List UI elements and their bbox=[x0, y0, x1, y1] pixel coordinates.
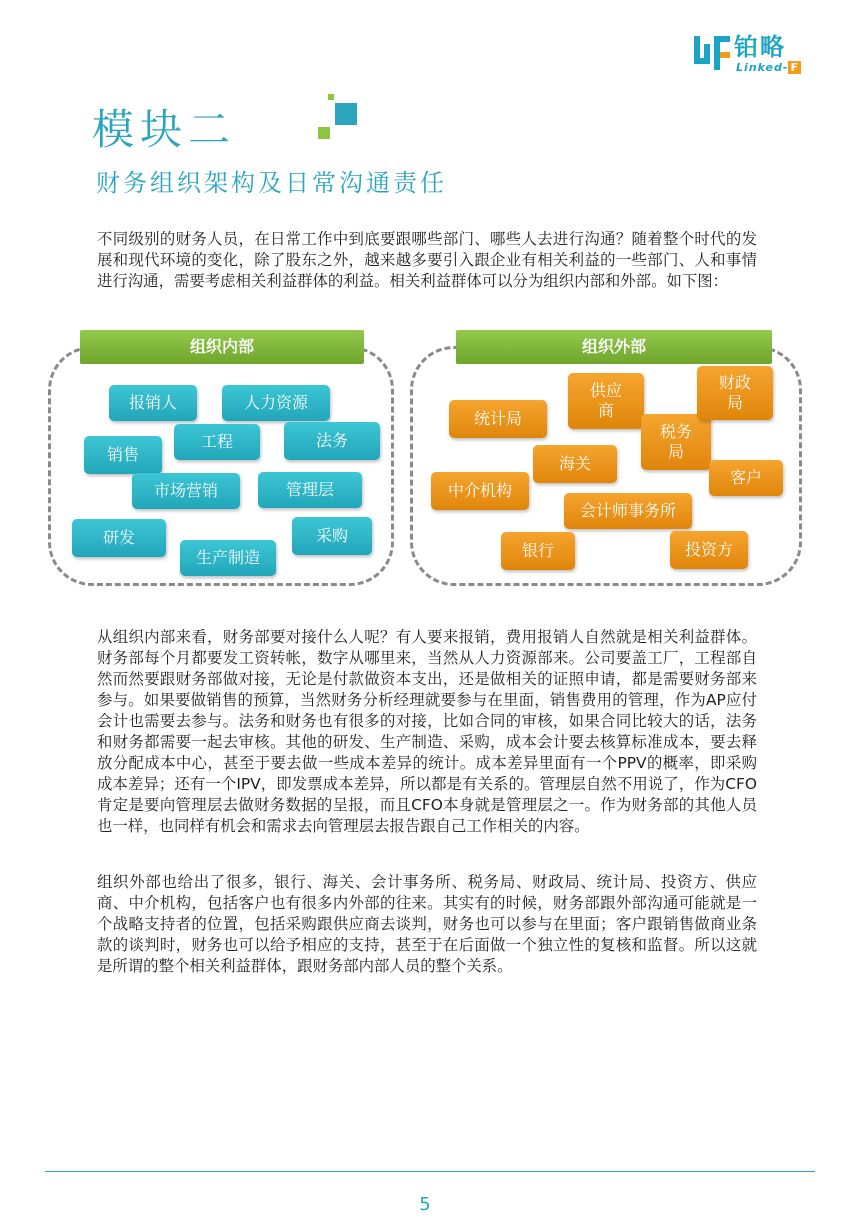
module-subtitle: 财务组织架构及日常沟通责任 bbox=[96, 169, 447, 197]
intro-paragraph: 不同级别的财务人员，在日常工作中到底要跟哪些部门、哪些人去进行沟通？随着整个时代的发展和现代环境的变化，除了股东之外，越来越多要引入跟企业有相关利益的一些部门、人和事情进行沟通，需要考虑相关利益群体的利益。相关利益群体可以分为组织内部和外部。如下图： bbox=[97, 230, 757, 290]
internal-item-reimburser: 报销人 bbox=[109, 385, 197, 421]
external-item-investor: 投资方 bbox=[670, 531, 748, 569]
external-item-customer: 客户 bbox=[709, 460, 783, 496]
module-title: 模块二 bbox=[92, 105, 237, 154]
internal-banner: 组织内部 bbox=[80, 330, 364, 364]
external-banner: 组织外部 bbox=[456, 330, 772, 364]
external-item-bank: 银行 bbox=[501, 532, 575, 570]
footer-divider bbox=[45, 1171, 815, 1172]
internal-item-hr: 人力资源 bbox=[222, 385, 330, 421]
external-item-customs: 海关 bbox=[533, 445, 617, 483]
internal-item-production: 生产制造 bbox=[180, 540, 276, 576]
internal-item-legal: 法务 bbox=[284, 422, 380, 460]
external-item-tax-bureau: 税务 局 bbox=[641, 414, 711, 470]
internal-item-engineering: 工程 bbox=[174, 424, 260, 460]
external-item-supplier: 供应 商 bbox=[568, 373, 644, 429]
internal-item-management: 管理层 bbox=[258, 472, 362, 508]
internal-item-sales: 销售 bbox=[84, 436, 162, 474]
external-item-statistics-bureau: 统计局 bbox=[449, 400, 547, 438]
brand-logo bbox=[692, 34, 812, 78]
internal-item-procurement: 采购 bbox=[292, 517, 372, 555]
logo-english-name: Linked- F bbox=[736, 61, 799, 74]
decorative-square bbox=[318, 127, 330, 139]
page-number: 5 bbox=[419, 1194, 431, 1215]
external-item-accounting-firm: 会计师事务所 bbox=[564, 493, 692, 529]
logo-chinese-name: 铂略 bbox=[734, 33, 786, 61]
decorative-square bbox=[328, 94, 334, 100]
internal-analysis-paragraph: 从组织内部来看，财务部要对接什么人呢？有人要来报销，费用报销人自然就是相关利益群体。财务部每个月都要发工资转帐，数字从哪里来，当然从人力资源部来。公司要盖工厂，工程部自然而然要跟财务部做对接，无论是付款做资本支出，还是做相关的证照申请，都是需要财务部来参与。如果要做销售的预算，当然财务分析经理就要参与在里面，销售费用的管理，作为AP应付会计也需要去参与。法务和财务也有很多的对接，比如合同的审核，如果合同比较大的话，法务和财务都需要一起去审核。其他的研发、生产制造、采购，成本会计要去核算标准成本，要去释放分配成本中心，甚至于要去做一些成本差异的统计。成本差异里面有一个PPV的概率，即采购成本差异；还有一个IPV，即发票成本差异，所以都是有关系的。管理层自然不用说了，作为CFO肯定是要向管理层去做财务数据的呈报，而且CFO本身就是管理层之一。作为财务部的其他人员也一样，也同样有机会和需求去向管理层去报告跟自己工作相关的内容。 bbox=[97, 628, 757, 835]
external-item-finance-bureau: 财政 局 bbox=[697, 366, 773, 420]
decorative-square bbox=[335, 103, 357, 125]
external-analysis-paragraph: 组织外部也给出了很多，银行、海关、会计事务所、税务局、财政局、统计局、投资方、供应商、中介机构，包括客户也有很多内外部的往来。其实有的时候，财务部跟外部沟通可能就是一个战略支持者的位置，包括采购跟供应商去谈判，财务也可以参与在里面；客户跟销售做商业条款的谈判时，财务也可以给予相应的支持，甚至于在后面做一个独立性的复核和监督。所以这就是所谓的整个相关利益群体，跟财务部内部人员的整个关系。 bbox=[97, 873, 757, 975]
internal-item-marketing: 市场营销 bbox=[132, 473, 240, 509]
internal-item-rd: 研发 bbox=[72, 519, 166, 557]
external-item-intermediary: 中介机构 bbox=[431, 472, 529, 510]
linked-f-logo-icon bbox=[692, 34, 732, 74]
